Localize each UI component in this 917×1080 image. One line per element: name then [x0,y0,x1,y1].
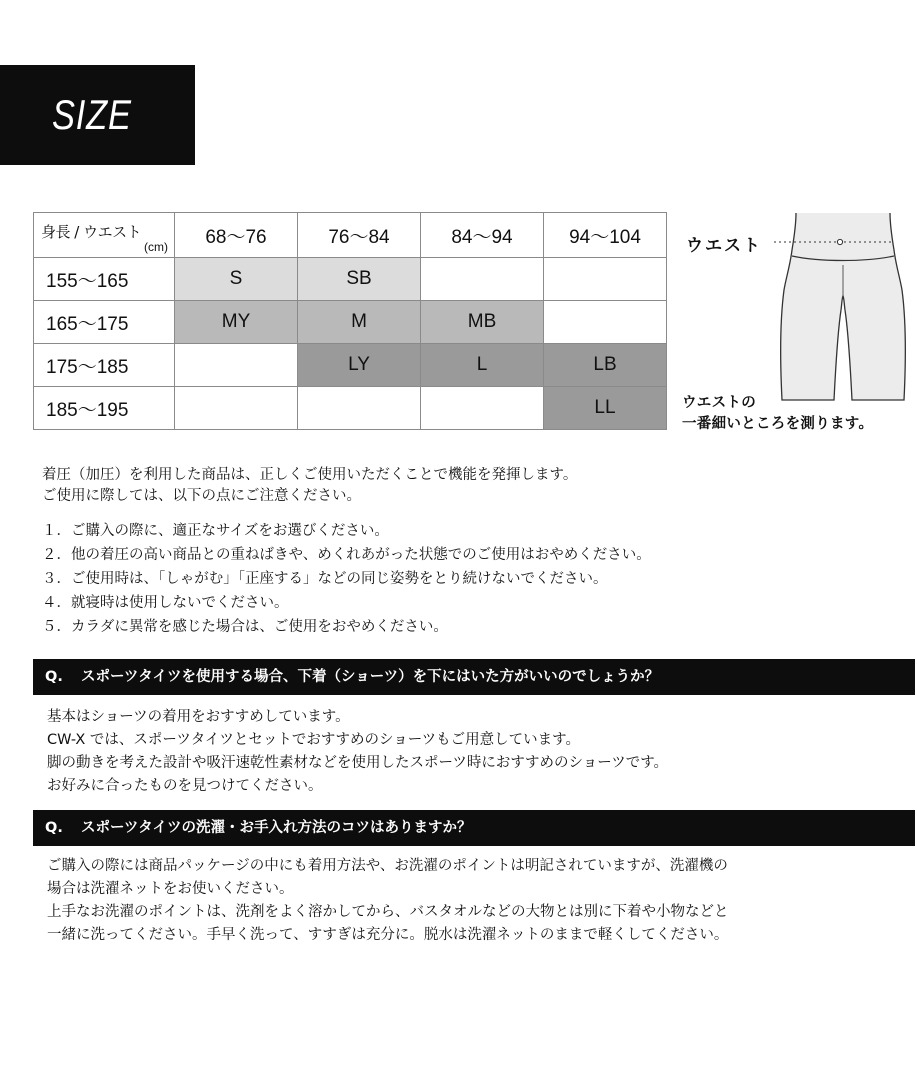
q-mark: Q. [45,820,63,836]
size-chart-table [33,212,667,430]
answer-line: ご購入の際には商品パッケージの中にも着用方法や、お洗濯のポイントは明記されていますが、洗濯機の [47,858,728,874]
waist-label: ウエスト [686,236,762,256]
waist-measure-note [682,393,873,435]
row-header: 175〜185 [34,344,175,387]
corner-unit: (cm) [144,240,168,254]
size-cell: LY [298,344,421,387]
row-header: 155〜165 [34,258,175,301]
size-cell [175,344,298,387]
faq-answer [47,706,668,798]
size-cell: LB [544,344,667,387]
intro-line: ご使用に際しては、以下の点にご注意ください。 [42,488,361,504]
faq-question-bar [33,810,915,846]
question-text: スポーツタイツを使用する場合、下着（ショーツ）を下にはいた方がいいのでしょうか？ [81,669,660,685]
list-item: ４．就寝時は使用しないでください。 [42,595,289,611]
size-cell [298,387,421,430]
size-cell: S [175,258,298,301]
table-row [34,301,667,344]
size-cell [544,258,667,301]
size-cell [421,258,544,301]
list-item: １．ご購入の際に、適正なサイズをお選びください。 [42,523,389,539]
size-cell: MY [175,301,298,344]
size-cell: LL [544,387,667,430]
precaution-list [42,519,651,639]
answer-line: 場合は洗濯ネットをお使いください。 [47,881,294,897]
column-header: 84〜94 [421,213,544,258]
list-item: ５．カラダに異常を感じた場合は、ご使用をおやめください。 [42,619,448,635]
table-header-row [34,213,667,258]
table-corner-cell [34,213,175,258]
faq-answer [47,855,729,947]
note-line: ウエストの [682,395,756,411]
row-header: 165〜175 [34,301,175,344]
table-row [34,387,667,430]
size-cell: SB [298,258,421,301]
answer-line: 基本はショーツの着用をおすすめしています。 [47,709,350,725]
table-row [34,258,667,301]
size-cell: L [421,344,544,387]
size-cell [175,387,298,430]
answer-line: 上手なお洗濯のポイントは、洗剤をよく溶かしてから、バスタオルなどの大物とは別に下着や小物などと [47,904,729,920]
answer-line: 脚の動きを考えた設計や吸汗速乾性素材などを使用したスポーツ時におすすめのショーツです。 [47,755,669,771]
column-header: 68〜76 [175,213,298,258]
size-cell [544,301,667,344]
size-title: SIZE [52,91,132,138]
list-item: ２．他の着圧の高い商品との重ねばきや、めくれあがった状態でのご使用はおやめください。 [42,547,651,563]
size-banner [0,65,195,165]
size-cell: M [298,301,421,344]
note-line: 一番細いところを測ります。 [682,416,874,432]
column-header: 94〜104 [544,213,667,258]
list-item: ３．ご使用時は、「しゃがむ」「正座する」などの同じ姿勢をとり続けないでください。 [42,571,608,587]
usage-intro [42,465,577,507]
size-cell [421,387,544,430]
corner-label: 身長 / ウエスト [41,223,142,241]
table-row [34,344,667,387]
column-header: 76〜84 [298,213,421,258]
q-mark: Q. [45,669,63,685]
intro-line: 着圧（加圧）を利用した商品は、正しくご使用いただくことで機能を発揮します。 [42,467,578,483]
answer-line: CW-X では、スポーツタイツとセットでおすすめのショーツもご用意しています。 [47,732,581,748]
question-text: スポーツタイツの洗濯・お手入れ方法のコツはありますか？ [81,820,472,836]
size-cell: MB [421,301,544,344]
row-header: 185〜195 [34,387,175,430]
answer-line: お好みに合ったものを見つけてください。 [47,778,323,794]
faq-question-bar [33,659,915,695]
answer-line: 一緒に洗ってください。手早く洗って、すすぎは充分に。脱水は洗濯ネットのままで軽くしてください。 [47,927,729,943]
